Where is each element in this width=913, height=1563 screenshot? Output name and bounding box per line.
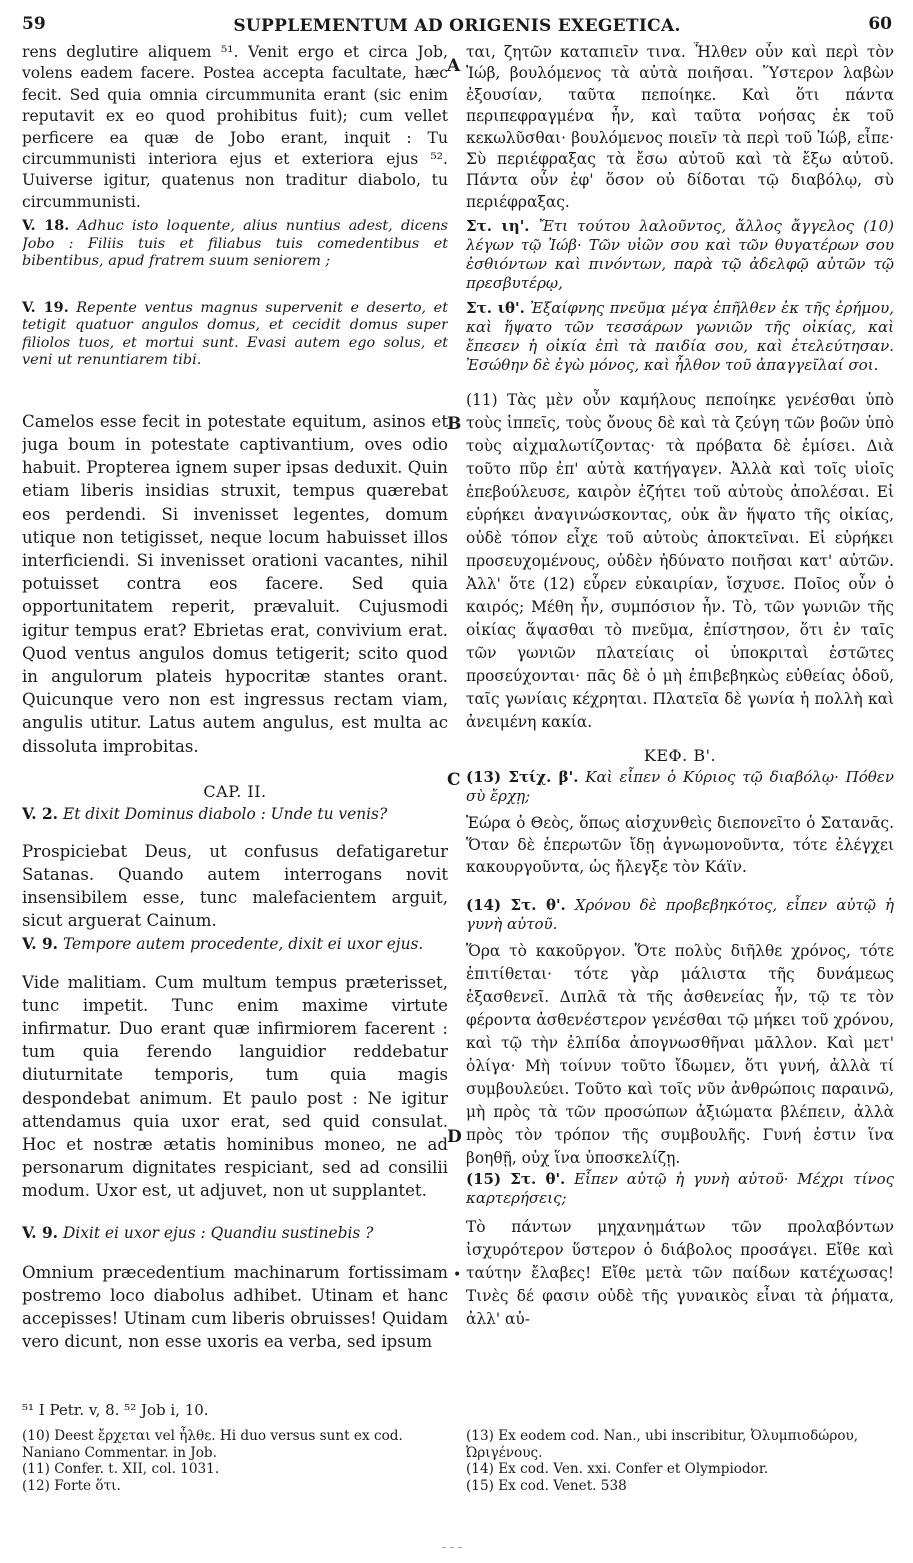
center-dot: • (453, 1267, 462, 1283)
verse-text: Ἔτι τούτου λαλοῦντος, ἄλλος ἄγγελος (10) λέγων τῷ Ἰώβ· Τῶν υἱῶν σου καὶ τῶν θυγατέρων σου ἐσθιόντων καὶ πινόντων, παρὰ τῷ ἀδελφῷ αὐτῶν τῷ πρεσβυτέρῳ, (466, 217, 894, 293)
margin-letter-c: C (447, 770, 461, 790)
footnote-11: (11) Confer. t. XII, col. 1031. (22, 1461, 220, 1478)
latin-verse-18 (22, 217, 448, 271)
verse-number: Στ. ιθ'. (466, 299, 525, 318)
latin-paragraph-2: Camelos esse fecit in potestate equitum, asinos et juga boum in potestate captivantium, oves odio habuit. Propterea ignem super ipsas deduxit. Quin etiam liberis insidias struxit, tempus quærebat eos perdendi. Si invenisset legentes, domum utique non tetigisset, neque locum habuisset illos interficiendi. Si invenisset orationi vacantes, nihil potuisset contra eos facere. Sed quia opportunitatem reperit, prævaluit. Cujusmodi igitur tempus erat? Ebrietas erat, convivium erat. Quod ventus angulos domus tetigerit; scito quod in angulorum plateis hypocritæ stantes orant. Quicunque vero non est ingressus rectam viam, angulis utitur. Latus autem angulus, est multa ac dissoluta improbitas. (22, 411, 448, 756)
greek-verse-2 (466, 768, 894, 806)
verse-text: Tempore autem procedente, dixit ei uxor ejus. (62, 934, 424, 953)
verse-number: V. 19. (22, 298, 69, 316)
page-number-left: 59 (22, 14, 46, 34)
greek-verse-9b (466, 1170, 894, 1208)
greek-paragraph-1: ται, ζητῶν καταπιεῖν τινα. Ἦλθεν οὖν καὶ περὶ τὸν Ἰώβ, βουλόμενος τὰ αὐτὰ ποιῆσαι. Ὕστερον λαβὼν ἐξουσίαν, ταῦτα πεποίηκε. Καὶ ὅτι πάντα περιπεφραγμένα ἦν, καὶ ταῦτα νοήσας ἐκ τοῦ κεκωλῦσθαι· βουλόμενος ποιεῖν τὰ περὶ τοῦ Ἰώβ, εἶπε· Σὺ περιέφραξας τὰ ἔσω αὐτοῦ καὶ τὰ ἔξω αὐτοῦ. Πάντα οὖν ἐφ' ὅσον οὐ δίδοται τῷ διαβόλῳ, σὺ περιέφραξας. (466, 43, 894, 211)
footnote-10: (10) Deest ἔρχεται vel ἦλθε. Hi duo versus sunt ex cod. Naniano Commentar. in Job. (22, 1428, 403, 1461)
verse-number: Στ. ιη'. (466, 217, 530, 236)
greek-verse-18 (466, 217, 894, 293)
verse-number: V. 9. (22, 1223, 59, 1242)
verse-text: Ἐξαίφνης πνεῦμα μέγα ἐπῆλθεν ἐκ τῆς ἐρήμου, καὶ ἥψατο τῶν τεσσάρων γωνιῶν τῆς οἰκίας, καὶ ἔπεσεν ἡ οἰκία ἐπὶ τὰ παιδία σου, καὶ ἐτελεύτησαν. Ἐσώθην δὲ ἐγὼ μόνος, καὶ ἦλθον τοῦ ἀπαγγεῖλαί σοι. (466, 299, 894, 375)
latin-paragraph-1: rens deglutire aliquem ⁵¹. Venit ergo et circa Job, volens eadem facere. Postea accepta facultate, hæc fecit. Sed quia omnia circummunita erant (sic enim reputavit ex eo quod prohibitus fuit); cum vellet perficere ea quæ de Jobo erant, inquit : Tu circummunisti interiora ejus et exteriora ejus ⁵². Uuiverse igitur, quatenus non traditur diabolo, tu circummunisti. (22, 43, 448, 211)
greek-paragraph-2: (11) Τὰς μὲν οὖν καμήλους πεποίηκε γενέσθαι ὑπὸ τοὺς ἱππεῖς, τοὺς ὄνους δὲ καὶ τὰ ζεύγη τῶν βοῶν ὑπὸ τοὺς αἰχμαλωτίζοντας· τὰ πρόβατα δὲ ἐμίσει. Διὰ τοῦτο πῦρ ἐπ' αὐτὰ κατήγαγεν. Ἀλλὰ καὶ τοῖς υἱοῖς ἐπεβούλευσε, καιρὸν ἐζήτει τοῦ αὐτοὺς ἀπολέσαι. Εἰ εὑρήκει ἀναγινώσκοντας, οὐκ ἂν ἥψατο τῆς οἰκίας, οὐδὲ τόπον εἶχε τοῦ αὐτοὺς ἀποκτεῖναι. Εἰ εὑρήκει προσευχομένους, οὐδὲν ἠδύνατο ποιῆσαι κατ' αὐτῶν. Ἀλλ' ὅτε (12) εὗρεν εὐκαιρίαν, ἴσχυσε. Ποῖος οὖν ὁ καιρός; Μέθη ἦν, συμπόσιον ἦν. Τὸ, τῶν γωνιῶν τῆς οἰκίας ἅψασθαι τὸ πνεῦμα, ἐπίστησον, ὅτι ἐν ταῖς τῶν γωνιῶν πλατείαις οἱ ὑποκριταὶ ἑστῶτες προσεύχονται· πᾶς δὲ ὁ μὴ ἐπιβεβηκὼς εὐθείας ὁδοῦ, ταῖς γωνίαις κέχρηται. Πλατεῖα δὲ γωνία ἡ πολλὴ καὶ ἀνειμένη κακία. (466, 391, 894, 732)
verse-text: Χρόνου δὲ προβεβηκότος, εἶπεν αὐτῷ ἡ γυνὴ αὐτοῦ. (466, 896, 894, 934)
bottom-rule-mark: ‑ ‑ ‑ (442, 1540, 462, 1554)
margin-letter-b: B (447, 414, 462, 434)
margin-letter-d: D (447, 1127, 462, 1147)
margin-letter-a: A (447, 56, 461, 76)
verse-text: Adhuc isto loquente, alius nuntius adest, dicens Jobo : Filiis tuis et filiabus tuis comedentibus et bibentibus, apud fratrem suum seniorem ; (22, 218, 448, 270)
footnote-14: (14) Ex cod. Ven. xxi. Confer et Olympiodor. (466, 1461, 769, 1478)
footnote-15: (15) Ex cod. Venet. 538 (466, 1477, 627, 1494)
latin-paragraph-5: Omnium præcedentium machinarum fortissimam postremo loco diabolus adhibet. Utinam et hanc accepisses! Utinam cum liberis obruisses! Quidam vero dicunt, non esse uxoris ea verba, sed ipsum (22, 1262, 448, 1352)
running-title: SUPPLEMENTUM AD ORIGENIS EXEGETICA. (233, 16, 681, 36)
verse-number: (13) Στίχ. β'. (466, 768, 579, 787)
latin-paragraph-4: Vide malitiam. Cum multum tempus præterisset, tunc impetit. Tunc enim maxime virtute infirmatur. Duo erant quæ infirmiorem facerent : tum quia ferendo languidior reddebatur diuturnitate temporis, tum quia magis despondebat animum. Et paulo post : Ne igitur attendamus quia uxor erat, sed quid consulat. Hoc et nostræ ætatis hominibus moneo, ne ad personarum dignitates respiciant, sed ad consilii modum. Uxor est, ut adjuvet, non ut supplantet. (22, 972, 448, 1201)
footnote-13: (13) Ex eodem cod. Nan., ubi inscribitur, Ὀλυμπιοδώρου, Ὠριγένους. (466, 1428, 859, 1461)
latin-paragraph-3: Prospiciebat Deus, ut confusus defatigaretur Satanas. Quando autem interrogans novit insensibilem esse, tunc malefacientem arguit, sicut arguerat Cainum. (22, 841, 448, 931)
latin-verse-19 (22, 299, 448, 370)
verse-number: V. 9. (22, 934, 59, 953)
greek-footnotes (466, 1428, 894, 1548)
latin-verse-2 (22, 804, 448, 824)
latin-verse-9b (22, 1223, 448, 1243)
verse-number: (14) Στ. θ'. (466, 896, 566, 915)
greek-column (466, 42, 894, 1422)
verse-text: Et dixit Dominus diabolo : Unde tu venis? (62, 804, 388, 823)
verse-text: Dixit ei uxor ejus : Quandiu sustinebis ? (62, 1223, 374, 1242)
footnote-refs: ⁵¹ I Petr. v, 8. ⁵² Job i, 10. (22, 1401, 209, 1419)
latin-footnotes (22, 1400, 448, 1550)
page-number-right: 60 (868, 14, 892, 34)
footnote-12: (12) Forte ὅτι. (22, 1477, 121, 1494)
verse-text: Εἶπεν αὐτῷ ἡ γυνὴ αὐτοῦ· Μέχρι τίνος καρτερήσεις; (466, 1170, 894, 1208)
greek-paragraph-3: Ἑώρα ὁ Θεὸς, ὅπως αἰσχυνθεὶς διεπονεῖτο ὁ Σατανᾶς. Ὅταν δὲ ἐπερωτῶν ἴδῃ ἀγνωμονοῦντα, τότε ἐλέγχει κακουργοῦντα, ὡς ἤλεγξε τὸν Κάϊν. (466, 814, 894, 877)
verse-number: (15) Στ. θ'. (466, 1170, 566, 1189)
latin-verse-9a (22, 933, 448, 955)
greek-verse-19 (466, 299, 894, 375)
verse-text: Repente ventus magnus supervenit e deserto, et tetigit quatuor angulos domus, et cecidit domus super filiolos tuos, et mortui sunt. Evasi autem ego solus, et veni ut renuntiarem tibi. (22, 299, 448, 369)
chapter-heading-greek: ΚΕΦ. Β'. (643, 746, 717, 766)
chapter-heading-latin: CAP. II. (203, 781, 267, 801)
greek-paragraph-4: Ὅρα τὸ κακοῦργον. Ὅτε πολὺς διῆλθε χρόνος, τότε ἐπιτίθεται· τότε γὰρ μάλιστα τῆς δυνάμεως ἐξασθενεῖ. Διπλᾶ τὰ τῆς ἀσθενείας ἦν, τῷ τε τὸν φέροντα ἀσθενέστερον γενέσθαι τῷ μήκει τοῦ χρόνου, καὶ τῷ τὴν ἐλπίδα ἀπογνωσθῆναι μᾶλλον. Καὶ μετ' ὀλίγα· Μὴ τοίνυν τοῦτο ἴδωμεν, ὅτι γυνή, ἀλλὰ τί συμβουλεύει. Τοῦτο καὶ τοῖς νῦν ἀνθρώποις παραινῶ, μὴ πρὸς τὰ τῶν προσώπων ἀξιώματα βλέπειν, ἀλλὰ πρὸς τὸν τρόπον τῆς συμβουλῆς. Γυνή ἐστιν ἵνα βοηθῇ, οὐχ ἵνα ὑποσκελίζῃ. (466, 942, 894, 1168)
verse-text: Καὶ εἶπεν ὁ Κύριος τῷ διαβόλῳ· Πόθεν σὺ ἔρχῃ; (466, 768, 894, 806)
verse-number: V. 18. (22, 217, 70, 235)
greek-verse-9a (466, 896, 894, 934)
latin-column (22, 42, 448, 1422)
greek-paragraph-5: Τὸ πάντων μηχανημάτων τῶν προλαβόντων ἰσχυρότερον ὕστερον ὁ διάβολος προσάγει. Εἴθε καὶ ταύτην ἔλαβες! Εἴθε μετὰ τῶν παίδων κατέχωσας! Τινὲς δέ φασιν οὐδὲ τῆς γυναικὸς εἶναι τὰ ῥήματα, ἀλλ' αὐ- (466, 1218, 894, 1329)
running-header (22, 14, 892, 40)
verse-number: V. 2. (22, 804, 59, 823)
